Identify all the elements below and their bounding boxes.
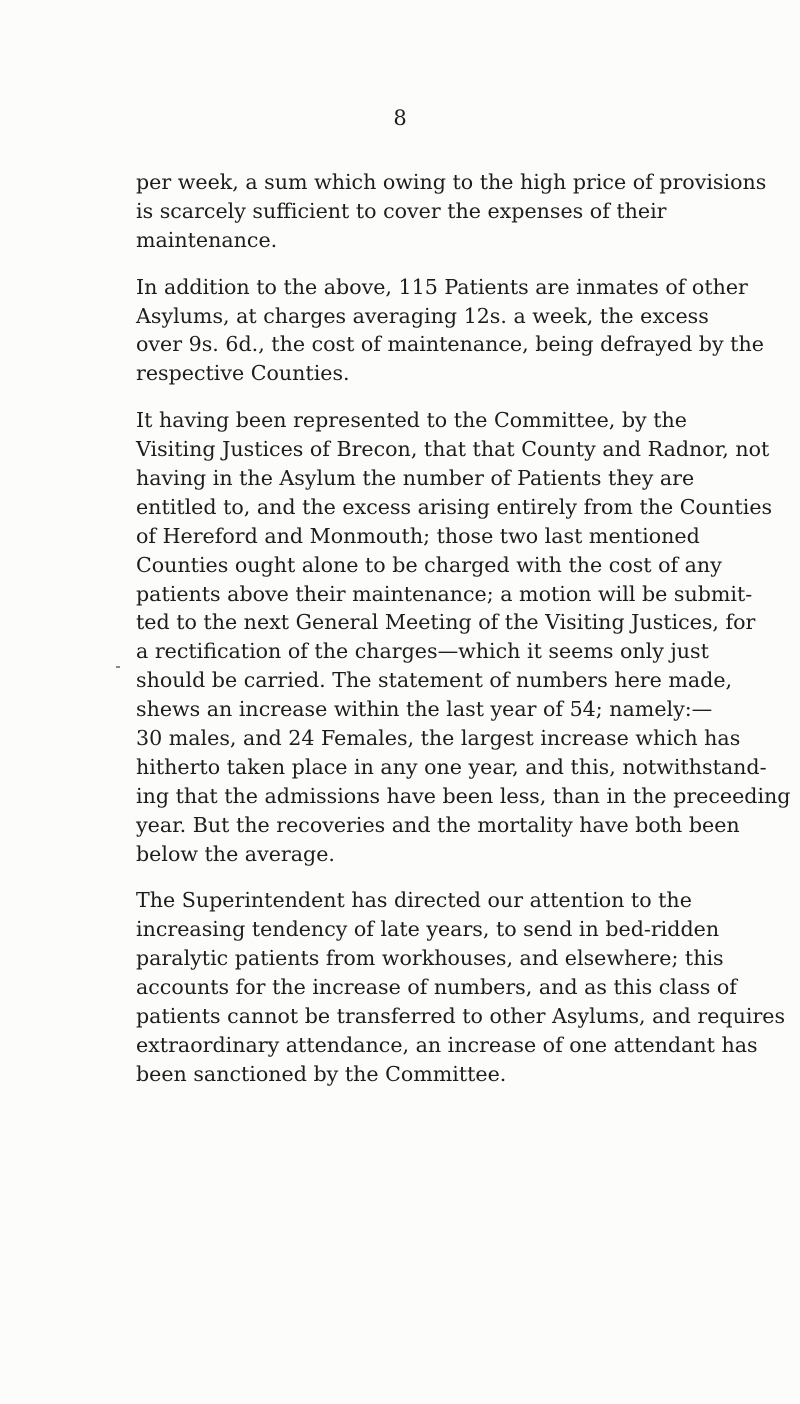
text-line: hitherto taken place in any one year, and this, notwithstand- xyxy=(136,754,767,779)
text-line: patients above their maintenance; a motion will be submit- xyxy=(136,581,753,606)
text-line: Asylums, at charges averaging 12s. a week, the excess xyxy=(136,303,709,328)
text-line: should be carried. The statement of numbers here made, xyxy=(136,668,733,693)
paragraph xyxy=(136,406,800,868)
text-line: patients cannot be transferred to other Asylums, and requires xyxy=(136,1004,786,1029)
paragraph xyxy=(136,168,800,255)
text-line: Counties ought alone to be charged with the cost of any xyxy=(136,552,722,577)
text-line: year. But the recoveries and the mortality have both been xyxy=(136,812,740,837)
text-line: a rectification of the charges—which it seems only just xyxy=(136,639,709,664)
text-line: been sanctioned by the Committee. xyxy=(136,1061,507,1086)
text-line: ing that the admissions have been less, than in the preceeding xyxy=(136,783,791,808)
paragraph xyxy=(136,273,800,389)
margin-mark xyxy=(116,666,120,668)
body-text xyxy=(136,168,800,1089)
text-line: In addition to the above, 115 Patients are inmates of other xyxy=(136,274,748,299)
page-number: 8 xyxy=(393,106,407,130)
text-line: over 9s. 6d., the cost of maintenance, being defrayed by the xyxy=(136,332,764,357)
text-line: It having been represented to the Committee, by the xyxy=(136,408,687,433)
text-line: below the average. xyxy=(136,841,335,866)
text-line: increasing tendency of late years, to send in bed-ridden xyxy=(136,917,720,942)
text-line: Visiting Justices of Brecon, that that County and Radnor, not xyxy=(136,437,770,462)
text-line: 30 males, and 24 Females, the largest increase which has xyxy=(136,726,741,751)
text-line: maintenance. xyxy=(136,227,278,252)
paragraph xyxy=(136,886,800,1088)
text-line: ted to the next General Meeting of the Visiting Justices, for xyxy=(136,610,756,635)
text-line: paralytic patients from workhouses, and elsewhere; this xyxy=(136,946,724,971)
text-line: having in the Asylum the number of Patients they are xyxy=(136,466,695,491)
text-line: per week, a sum which owing to the high price of provisions xyxy=(136,170,767,194)
text-line: respective Counties. xyxy=(136,361,350,386)
text-line: accounts for the increase of numbers, and as this class of xyxy=(136,975,737,1000)
text-line: shews an increase within the last year of 54; namely:— xyxy=(136,697,713,722)
text-line: entitled to, and the excess arising entirely from the Counties xyxy=(136,494,773,519)
text-line: The Superintendent has directed our attention to the xyxy=(136,888,692,913)
text-line: extraordinary attendance, an increase of one attendant has xyxy=(136,1032,758,1057)
text-line: of Hereford and Monmouth; those two last mentioned xyxy=(136,523,700,548)
text-line: is scarcely sufficient to cover the expenses of their xyxy=(136,198,667,223)
